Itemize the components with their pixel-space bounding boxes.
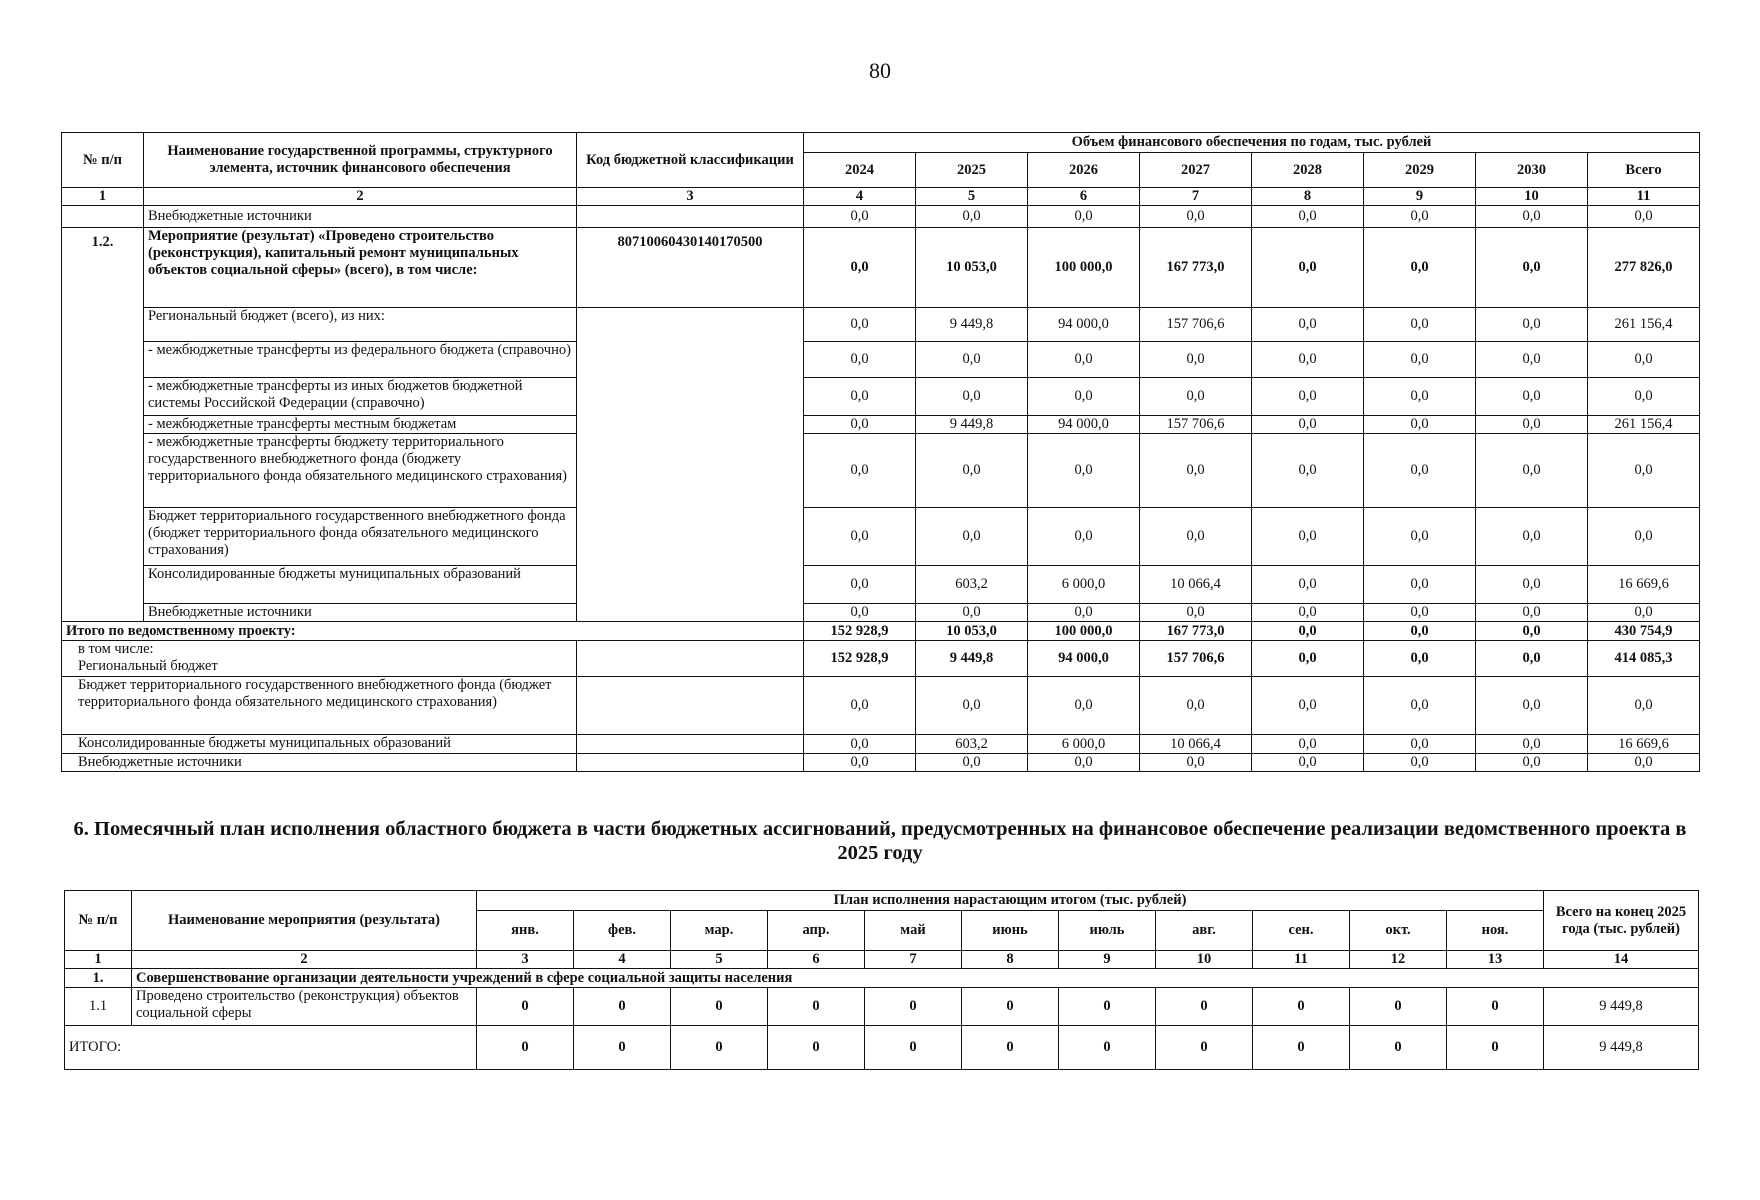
value-cell: 0,0: [1028, 434, 1140, 508]
monthly-plan-table: [64, 890, 1699, 1070]
value-cell: 0: [477, 988, 574, 1026]
month-header: мар.: [671, 911, 768, 951]
section-row: [65, 969, 1699, 988]
column-index-row: [65, 951, 1699, 969]
value-cell: 0: [865, 988, 962, 1026]
value-cell: 0,0: [804, 604, 916, 622]
value-cell: 10 066,4: [1140, 566, 1252, 604]
column-index: 1: [65, 951, 132, 969]
value-cell: 0: [1253, 1026, 1350, 1070]
value-cell: 94 000,0: [1028, 416, 1140, 434]
value-cell: 430 754,9: [1588, 622, 1700, 641]
value-cell: 9 449,8: [916, 641, 1028, 677]
value-cell: 0,0: [1476, 228, 1588, 308]
row-name: - межбюджетные трансферты из федерального бюджета (справочно): [144, 342, 577, 378]
value-cell: 0,0: [1476, 566, 1588, 604]
col-plan-header: План исполнения нарастающим итогом (тыс. рублей): [477, 891, 1544, 911]
value-cell: 0: [671, 1026, 768, 1070]
month-header: авг.: [1156, 911, 1253, 951]
column-index: 14: [1544, 951, 1699, 969]
value-cell: 0,0: [1364, 206, 1476, 228]
value-cell: 0: [1059, 988, 1156, 1026]
value-cell: 0,0: [1476, 622, 1588, 641]
col-name-header: Наименование государственной программы, структурного элемента, источник финансового обеспечения: [144, 133, 577, 188]
value-cell: 100 000,0: [1028, 622, 1140, 641]
month-header: янв.: [477, 911, 574, 951]
month-header: сен.: [1253, 911, 1350, 951]
value-cell: 0,0: [1140, 508, 1252, 566]
month-header: май: [865, 911, 962, 951]
value-cell: 0,0: [1028, 342, 1140, 378]
column-index: 11: [1253, 951, 1350, 969]
value-cell: 152 928,9: [804, 622, 916, 641]
month-header: ноя.: [1447, 911, 1544, 951]
table-row: [62, 641, 1700, 677]
column-index: 12: [1350, 951, 1447, 969]
value-cell: 0,0: [1140, 754, 1252, 772]
year-header: 2030: [1476, 153, 1588, 188]
total-row: [65, 1026, 1699, 1070]
value-cell: 0: [768, 1026, 865, 1070]
column-index: 4: [804, 188, 916, 206]
value-cell: 0,0: [1588, 754, 1700, 772]
value-cell: 0: [1350, 988, 1447, 1026]
column-index: 5: [671, 951, 768, 969]
value-cell: 167 773,0: [1140, 228, 1252, 308]
value-cell: 0,0: [1476, 416, 1588, 434]
value-cell: 0,0: [916, 434, 1028, 508]
section-number: 1.: [65, 969, 132, 988]
value-cell: 0,0: [1252, 735, 1364, 754]
value-cell: 10 053,0: [916, 228, 1028, 308]
value-cell: 0,0: [1588, 434, 1700, 508]
month-header: июль: [1059, 911, 1156, 951]
value-cell: 0,0: [1588, 508, 1700, 566]
value-cell: 0,0: [1252, 508, 1364, 566]
value-cell: 16 669,6: [1588, 735, 1700, 754]
value-cell: 6 000,0: [1028, 735, 1140, 754]
value-cell: 0,0: [916, 677, 1028, 735]
row-name: Региональный бюджет (всего), из них:: [144, 308, 577, 342]
value-cell: 0,0: [1476, 604, 1588, 622]
value-cell: 0: [1447, 988, 1544, 1026]
value-cell: 261 156,4: [1588, 308, 1700, 342]
value-cell: 0,0: [1252, 228, 1364, 308]
value-cell: 167 773,0: [1140, 622, 1252, 641]
total-label: ИТОГО:: [65, 1026, 477, 1070]
value-cell: 0,0: [1364, 508, 1476, 566]
table-row: [62, 342, 1700, 378]
table-row: [62, 378, 1700, 416]
row-name: в том числе: Региональный бюджет: [62, 641, 577, 677]
value-cell: 0,0: [1476, 641, 1588, 677]
column-index: 10: [1156, 951, 1253, 969]
month-header: июнь: [962, 911, 1059, 951]
column-index: 3: [577, 188, 804, 206]
value-cell: 0,0: [1028, 206, 1140, 228]
value-cell: 0,0: [1364, 622, 1476, 641]
table-row: [62, 604, 1700, 622]
value-cell: 0,0: [1140, 604, 1252, 622]
financing-table: [61, 132, 1700, 772]
section-title: 6. Помесячный план исполнения областного бюджета в части бюджетных ассигнований, предусмотренных на финансовое обеспечение реализации ведомственного проекта в 2025 году: [73, 818, 1687, 864]
table-row: [62, 228, 1700, 308]
value-cell: 0,0: [804, 308, 916, 342]
value-cell: 0,0: [804, 566, 916, 604]
item-name: Мероприятие (результат) «Проведено строительство (реконструкция), капитальный ремонт муниципальных объектов социальной сферы» (всего), в том числе:: [144, 228, 577, 308]
value-cell: 0,0: [1476, 754, 1588, 772]
value-cell: 0,0: [1252, 206, 1364, 228]
column-index: 10: [1476, 188, 1588, 206]
value-cell: 0,0: [1140, 206, 1252, 228]
value-cell: 0,0: [916, 604, 1028, 622]
value-cell: 94 000,0: [1028, 641, 1140, 677]
total-label: Итого по ведомственному проекту:: [62, 622, 804, 641]
row-name: Бюджет территориального государственного внебюджетного фонда (бюджет территориального фонда обязательного медицинского страхования): [62, 677, 577, 735]
value-cell: 0,0: [916, 342, 1028, 378]
column-index: 4: [574, 951, 671, 969]
value-cell: 603,2: [916, 735, 1028, 754]
value-cell: 0,0: [1252, 342, 1364, 378]
col-volume-header: Объем финансового обеспечения по годам, тыс. рублей: [804, 133, 1700, 153]
value-cell: 0,0: [1364, 641, 1476, 677]
value-cell: 0,0: [1252, 434, 1364, 508]
column-index: 5: [916, 188, 1028, 206]
row-name: - межбюджетные трансферты местным бюджетам: [144, 416, 577, 434]
value-cell: 0,0: [1476, 342, 1588, 378]
col-num-header: № п/п: [62, 133, 144, 188]
value-cell: 0,0: [916, 508, 1028, 566]
value-cell: 0,0: [1252, 622, 1364, 641]
row-name: Внебюджетные источники: [144, 604, 577, 622]
value-cell: 94 000,0: [1028, 308, 1140, 342]
value-cell: 0,0: [1140, 378, 1252, 416]
section-name: Совершенствование организации деятельности учреждений в сфере социальной защиты населения: [132, 969, 1699, 988]
row-name: Внебюджетные источники: [62, 754, 577, 772]
month-header: фев.: [574, 911, 671, 951]
value-cell: 0,0: [1364, 754, 1476, 772]
value-cell: 0,0: [1028, 378, 1140, 416]
value-cell: 100 000,0: [1028, 228, 1140, 308]
table-row: [62, 206, 1700, 228]
value-cell: 0,0: [1476, 434, 1588, 508]
table-row: [62, 677, 1700, 735]
value-cell: 414 085,3: [1588, 641, 1700, 677]
value-cell: 0: [865, 1026, 962, 1070]
value-cell: 152 928,9: [804, 641, 916, 677]
value-cell: 0,0: [804, 378, 916, 416]
value-cell: 0: [1059, 1026, 1156, 1070]
column-index: 9: [1364, 188, 1476, 206]
value-cell: 0,0: [1028, 754, 1140, 772]
row-name: - межбюджетные трансферты бюджету территориального государственного внебюджетного фонда (бюджету территориального фонда обязательного медицинского страхования): [144, 434, 577, 508]
value-cell: 0,0: [1252, 604, 1364, 622]
year-header: 2025: [916, 153, 1028, 188]
value-cell: 0,0: [1364, 735, 1476, 754]
code-empty: [577, 308, 804, 622]
value-cell: 0,0: [1476, 508, 1588, 566]
value-cell: 0,0: [1588, 677, 1700, 735]
value-cell: 0: [962, 988, 1059, 1026]
value-cell: 9 449,8: [916, 416, 1028, 434]
value-cell: 6 000,0: [1028, 566, 1140, 604]
col-code-header: Код бюджетной классификации: [577, 133, 804, 188]
table-row: [62, 434, 1700, 508]
column-index-row: [62, 188, 1700, 206]
value-cell: 0,0: [1476, 677, 1588, 735]
value-cell: 0,0: [804, 754, 916, 772]
value-cell: 0,0: [1588, 378, 1700, 416]
value-cell: 0: [671, 988, 768, 1026]
month-header: апр.: [768, 911, 865, 951]
value-cell: 0,0: [1476, 378, 1588, 416]
table-row: [62, 416, 1700, 434]
value-cell: 0,0: [804, 228, 916, 308]
value-cell: 0,0: [1476, 206, 1588, 228]
row-number: 1.1: [65, 988, 132, 1026]
value-cell: 0,0: [1140, 342, 1252, 378]
value-cell: 0,0: [1252, 677, 1364, 735]
budget-code: 80710060430140170500: [577, 228, 804, 308]
col-name-header: Наименование мероприятия (результата): [132, 891, 477, 951]
row-name: - межбюджетные трансферты из иных бюджетов бюджетной системы Российской Федерации (справочно): [144, 378, 577, 416]
row-name: Консолидированные бюджеты муниципальных образований: [144, 566, 577, 604]
value-cell: 0,0: [1028, 677, 1140, 735]
value-cell: 0,0: [1476, 735, 1588, 754]
value-cell: 0,0: [804, 508, 916, 566]
value-cell: 0,0: [1364, 308, 1476, 342]
col-total-header: Всего на конец 2025 года (тыс. рублей): [1544, 891, 1699, 951]
value-cell: 0: [1156, 988, 1253, 1026]
value-cell: 0,0: [1588, 342, 1700, 378]
value-cell: 0,0: [1364, 378, 1476, 416]
value-cell: 0,0: [1588, 604, 1700, 622]
table-row: [62, 754, 1700, 772]
value-cell: 157 706,6: [1140, 416, 1252, 434]
month-header: окт.: [1350, 911, 1447, 951]
row-name: Консолидированные бюджеты муниципальных образований: [62, 735, 577, 754]
column-index: 7: [1140, 188, 1252, 206]
year-header: Всего: [1588, 153, 1700, 188]
table-row: [62, 308, 1700, 342]
value-cell: 0,0: [804, 434, 916, 508]
value-cell: 0,0: [1252, 378, 1364, 416]
table-row: [62, 508, 1700, 566]
value-cell: 0,0: [916, 206, 1028, 228]
value-cell: 0,0: [916, 754, 1028, 772]
value-cell: 0,0: [1364, 677, 1476, 735]
value-cell: 0,0: [1588, 206, 1700, 228]
page-number: 80: [869, 58, 891, 83]
table-row: [65, 988, 1699, 1026]
row-name: Проведено строительство (реконструкция) объектов социальной сферы: [132, 988, 477, 1026]
value-cell: 0,0: [1140, 677, 1252, 735]
value-cell: 0: [1447, 1026, 1544, 1070]
column-index: 6: [1028, 188, 1140, 206]
value-cell: 0: [962, 1026, 1059, 1070]
row-name: Бюджет территориального государственного внебюджетного фонда (бюджет территориального фонда обязательного медицинского страхования): [144, 508, 577, 566]
value-cell: 0: [477, 1026, 574, 1070]
column-index: 3: [477, 951, 574, 969]
value-cell: 0,0: [1364, 434, 1476, 508]
value-cell: 0: [1253, 988, 1350, 1026]
value-cell: 0,0: [1364, 566, 1476, 604]
column-index: 11: [1588, 188, 1700, 206]
value-cell: 0,0: [1364, 604, 1476, 622]
column-index: 13: [1447, 951, 1544, 969]
value-cell: 0,0: [1252, 308, 1364, 342]
value-cell: 0: [574, 1026, 671, 1070]
column-index: 2: [132, 951, 477, 969]
value-cell: 0,0: [916, 378, 1028, 416]
value-cell: 16 669,6: [1588, 566, 1700, 604]
value-cell: 0: [1350, 1026, 1447, 1070]
year-header: 2028: [1252, 153, 1364, 188]
column-index: 8: [962, 951, 1059, 969]
table-row: [62, 566, 1700, 604]
value-cell: 157 706,6: [1140, 308, 1252, 342]
value-cell: 10 066,4: [1140, 735, 1252, 754]
item-number: 1.2.: [62, 228, 144, 622]
value-cell: 0,0: [1028, 604, 1140, 622]
row-name: Внебюджетные источники: [144, 206, 577, 228]
value-cell: 0,0: [1364, 228, 1476, 308]
total-row: [62, 622, 1700, 641]
value-cell: 9 449,8: [1544, 1026, 1699, 1070]
value-cell: 0,0: [1252, 641, 1364, 677]
value-cell: 0,0: [1028, 508, 1140, 566]
table-row: [62, 735, 1700, 754]
value-cell: 0: [1156, 1026, 1253, 1070]
value-cell: 0,0: [1140, 434, 1252, 508]
value-cell: 10 053,0: [916, 622, 1028, 641]
year-header: 2026: [1028, 153, 1140, 188]
value-cell: 603,2: [916, 566, 1028, 604]
column-index: 1: [62, 188, 144, 206]
value-cell: 0,0: [1364, 416, 1476, 434]
column-index: 7: [865, 951, 962, 969]
value-cell: 0,0: [1252, 416, 1364, 434]
value-cell: 0,0: [1252, 566, 1364, 604]
column-index: 6: [768, 951, 865, 969]
value-cell: 0,0: [804, 677, 916, 735]
value-cell: 9 449,8: [1544, 988, 1699, 1026]
value-cell: 0,0: [1476, 308, 1588, 342]
value-cell: 277 826,0: [1588, 228, 1700, 308]
value-cell: 0,0: [804, 206, 916, 228]
value-cell: 0,0: [804, 416, 916, 434]
column-index: 9: [1059, 951, 1156, 969]
column-index: 8: [1252, 188, 1364, 206]
value-cell: 0: [574, 988, 671, 1026]
col-num-header: № п/п: [65, 891, 132, 951]
value-cell: 0,0: [1364, 342, 1476, 378]
column-index: 2: [144, 188, 577, 206]
value-cell: 0,0: [804, 342, 916, 378]
value-cell: 0,0: [1252, 754, 1364, 772]
year-header: 2027: [1140, 153, 1252, 188]
value-cell: 0: [768, 988, 865, 1026]
value-cell: 261 156,4: [1588, 416, 1700, 434]
year-header: 2029: [1364, 153, 1476, 188]
year-header: 2024: [804, 153, 916, 188]
value-cell: 157 706,6: [1140, 641, 1252, 677]
value-cell: 0,0: [804, 735, 916, 754]
value-cell: 9 449,8: [916, 308, 1028, 342]
